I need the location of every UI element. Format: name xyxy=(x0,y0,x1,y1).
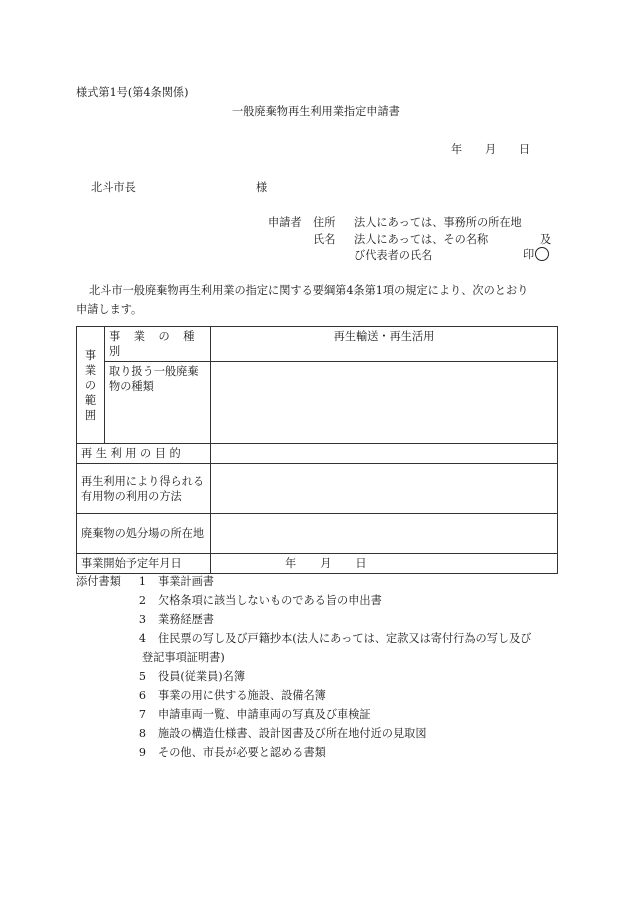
table-row xyxy=(77,444,558,464)
attachment-text: 業務経歴書 xyxy=(158,613,214,626)
attachment-item xyxy=(132,593,382,608)
attachment-item xyxy=(132,745,326,760)
method-field[interactable] xyxy=(211,464,558,514)
form-number: 様式第1号(第4条関係) xyxy=(76,86,189,99)
table-row xyxy=(77,464,558,514)
attachment-number: 8 xyxy=(138,727,146,740)
attachment-text: その他、市長が必要と認める書類 xyxy=(158,746,326,759)
start-day-label: 日 xyxy=(355,557,367,571)
attachment-item xyxy=(132,631,531,646)
date-year-label: 年 xyxy=(451,143,463,156)
attachment-text: 住民票の写し及び戸籍抄本(法人にあっては、定款又は寄付行為の写し及び xyxy=(158,632,532,645)
applicant-label: 申請者 xyxy=(268,216,302,229)
date-day-label: 日 xyxy=(519,143,531,156)
waste-type-label: 取り扱う一般廃棄物の種類 xyxy=(105,362,211,444)
attachment-number: 7 xyxy=(138,708,146,721)
attachments-heading: 添付書類 xyxy=(76,575,121,588)
attachment-number: 5 xyxy=(138,670,146,683)
address-label: 住所 xyxy=(313,216,336,229)
attachment-text-continued: 登記事項証明書) xyxy=(142,651,225,664)
attachment-text: 申請車両一覧、申請車両の写真及び車検証 xyxy=(158,708,371,721)
attachment-text: 欠格条項に該当しないものである旨の申出書 xyxy=(158,594,382,607)
start-date-field[interactable] xyxy=(211,554,558,574)
attachment-item xyxy=(132,669,245,684)
attachment-number: 4 xyxy=(138,632,146,645)
addressee-name: 北斗市長 xyxy=(91,181,136,194)
attachment-text: 施設の構造仕様書、設計図書及び所在地付近の見取図 xyxy=(158,727,427,740)
business-type-label: 事 業 の 種 別 xyxy=(105,327,211,362)
disposal-label: 廃棄物の処分場の所在地 xyxy=(77,514,211,554)
name-note-line1-end: 及 xyxy=(540,233,552,246)
table-row xyxy=(77,554,558,574)
attachment-text: 事業の用に供する施設、設備名簿 xyxy=(158,689,326,702)
table-row xyxy=(77,362,558,444)
date-month-label: 月 xyxy=(485,143,497,156)
purpose-label: 再 生 利 用 の 目 的 xyxy=(77,444,211,464)
application-table xyxy=(76,326,558,574)
purpose-field[interactable] xyxy=(211,444,558,464)
disposal-field[interactable] xyxy=(211,514,558,554)
business-type-value[interactable]: 再生輸送・再生活用 xyxy=(211,327,558,362)
intro-line2: 申請します。 xyxy=(76,303,143,316)
attachment-number: 3 xyxy=(138,613,146,626)
intro-line1: 北斗市一般廃棄物再生利用業の指定に関する要綱第4条第1項の規定により、次のとおり xyxy=(89,284,529,297)
method-label: 再生利用により得られる有用物の利用の方法 xyxy=(77,464,211,514)
name-label: 氏名 xyxy=(313,233,336,246)
attachment-item xyxy=(132,574,214,589)
name-note-line1: 法人にあっては、その名称 xyxy=(354,233,489,246)
addressee-honorific: 様 xyxy=(256,181,268,194)
attachment-number: 6 xyxy=(138,689,146,702)
table-row xyxy=(77,327,558,362)
attachment-text: 事業計画書 xyxy=(158,575,214,588)
attachment-item xyxy=(132,726,427,741)
attachment-item xyxy=(132,707,371,722)
attachment-item xyxy=(132,612,214,627)
scope-label-cell xyxy=(77,327,105,444)
document-title: 一般廃棄物再生利用業指定申請書 xyxy=(232,105,400,118)
attachment-item xyxy=(132,688,326,703)
name-note-line2: び代表者の氏名 xyxy=(354,249,433,262)
address-note: 法人にあっては、事務所の所在地 xyxy=(354,216,522,229)
start-year-label: 年 xyxy=(285,557,297,571)
attachment-number: 1 xyxy=(138,575,146,588)
seal-mark xyxy=(523,247,549,262)
seal-label: 印 xyxy=(523,248,535,261)
attachment-number: 2 xyxy=(138,594,146,607)
seal-circle-icon xyxy=(535,247,549,261)
attachment-number: 9 xyxy=(138,746,146,759)
attachment-text: 役員(従業員)名簿 xyxy=(158,670,246,683)
table-row xyxy=(77,514,558,554)
waste-type-field[interactable] xyxy=(211,362,558,444)
start-date-label: 事業開始予定年月日 xyxy=(77,554,211,574)
scope-label: 事業の範囲 xyxy=(84,348,97,422)
start-month-label: 月 xyxy=(320,557,332,571)
